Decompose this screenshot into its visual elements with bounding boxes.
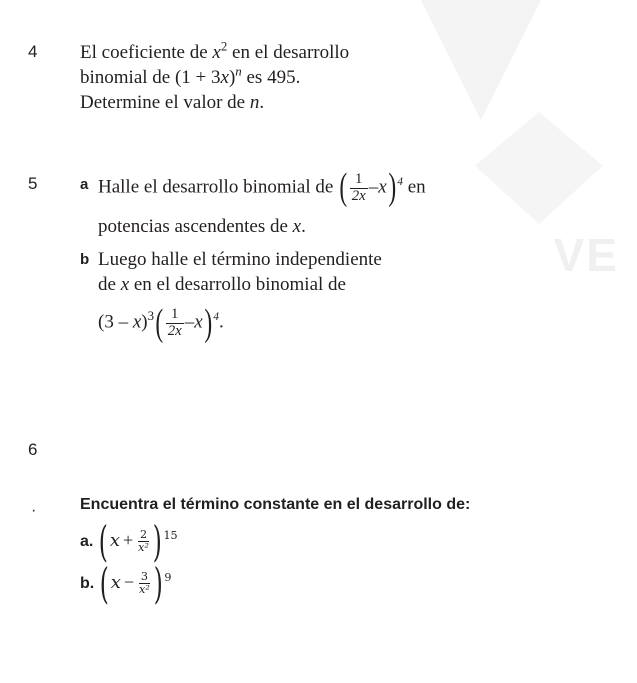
fraction-numerator: 3: [140, 570, 148, 584]
question-4-line-2: [80, 65, 428, 90]
question-5: [28, 166, 458, 344]
q4-line1-var: x: [212, 42, 221, 63]
watermark-shape-diamond: [475, 112, 603, 224]
q4-line2-expr-var: x: [220, 67, 229, 89]
part-a-var: x: [378, 176, 387, 198]
b-expr-inner-var: x: [194, 311, 203, 333]
question-4: [28, 40, 428, 115]
fraction-numerator: 1: [355, 171, 363, 187]
part-a-label: a: [80, 176, 89, 193]
item-b-exponent: 9: [164, 570, 172, 584]
item-a-exponent: 15: [163, 529, 178, 543]
b-expr-close: ): [141, 311, 148, 333]
q4-line1-post: en el desarrollo: [227, 42, 350, 63]
question-4-number: 4: [28, 42, 38, 61]
right-paren: ): [153, 558, 163, 608]
question-5-part-a: [80, 166, 458, 209]
part-a-line2-post: .: [301, 216, 306, 238]
q4-line3-pre: Determine el valor de: [80, 92, 250, 114]
part-b-line-1: Luego halle el término independiente: [98, 249, 382, 271]
q4-line2-expr-exp: n: [235, 63, 242, 79]
item-b-base-var: x: [110, 571, 121, 593]
b-expr-open: (3 –: [98, 311, 133, 333]
question-4-line-3: [80, 90, 428, 115]
q4-line1-pre: El coeficiente de: [80, 42, 213, 63]
q4-line2-expr-close: ): [228, 67, 236, 89]
right-paren: ): [388, 166, 396, 209]
fraction-denominator: 2x: [167, 322, 182, 339]
watermark-text: VE: [553, 229, 619, 281]
fraction-one-over-2x: [166, 307, 184, 339]
item-a-label: a.: [80, 533, 94, 551]
fraction-numerator: 1: [170, 306, 179, 323]
item-a-fraction: [138, 529, 149, 555]
question-6-prompt: Encuentra el término constante en el desarrollo de:: [80, 496, 471, 513]
part-b-label: b: [80, 251, 90, 269]
b-expr-power: 4: [213, 311, 219, 324]
part-a-minus: –: [368, 176, 379, 198]
question-6-bullet: ·: [31, 502, 37, 519]
q4-line3-var: n: [249, 92, 260, 114]
question-5-body: [80, 166, 458, 344]
left-paren: (: [155, 301, 164, 344]
item-a-operator: +: [123, 530, 134, 551]
fraction-one-over-2x: [350, 172, 368, 204]
part-a-power: 4: [397, 176, 403, 189]
item-b-operator: −: [123, 571, 135, 592]
part-a-continuation: [98, 214, 458, 239]
fraction-denominator: x²: [139, 583, 150, 597]
question-6-number: 6: [28, 440, 38, 459]
question-6-item-a: [80, 517, 548, 566]
left-paren: (: [339, 166, 348, 209]
b-expr-end: .: [218, 311, 224, 333]
watermark-shape-triangle: [421, 0, 541, 120]
part-b-expression: [98, 301, 458, 344]
item-a-base-var: x: [109, 530, 121, 552]
part-b-line2-var: x: [120, 274, 130, 296]
q4-line3-end: .: [259, 92, 265, 114]
fraction-denominator: x²: [138, 541, 149, 555]
b-expr-exp: 3: [147, 308, 155, 324]
part-a-text: [98, 166, 458, 209]
q4-line2-expr-open: (1 + 3: [174, 67, 221, 89]
question-6: [28, 440, 548, 608]
question-4-body: [80, 40, 428, 115]
fraction-numerator: 2: [140, 528, 148, 542]
question-6-item-b: [80, 558, 548, 608]
part-a-post: en: [403, 176, 426, 198]
part-a-line2-pre: potencias ascendentes de: [98, 216, 293, 238]
q4-line2-post: es 495.: [241, 67, 301, 89]
question-5-number: 5: [28, 174, 38, 193]
part-b-line-2: [98, 272, 458, 297]
part-b-line2-pre: de: [98, 274, 121, 296]
question-5-part-b: [80, 247, 458, 297]
left-paren: (: [99, 517, 109, 566]
part-b-text: [98, 247, 458, 297]
fraction-denominator: 2x: [351, 187, 366, 204]
part-b-line2-post: en el desarrollo binomial de: [129, 274, 346, 296]
b-expr-minus: –: [184, 311, 195, 333]
q4-line1-exp: 2: [220, 38, 228, 54]
left-paren: (: [99, 558, 110, 608]
q4-line2-pre: binomial de: [80, 67, 175, 89]
part-a-line2-var: x: [292, 216, 302, 238]
item-b-label: b.: [80, 574, 95, 592]
right-paren: ): [152, 517, 162, 566]
part-a-pre: Halle el desarrollo binomial de: [98, 176, 339, 198]
item-b-fraction: [139, 571, 150, 597]
b-expr-var: x: [132, 311, 142, 333]
question-4-line-1: [80, 40, 428, 65]
question-6-body: [80, 440, 548, 608]
right-paren: ): [204, 301, 212, 344]
